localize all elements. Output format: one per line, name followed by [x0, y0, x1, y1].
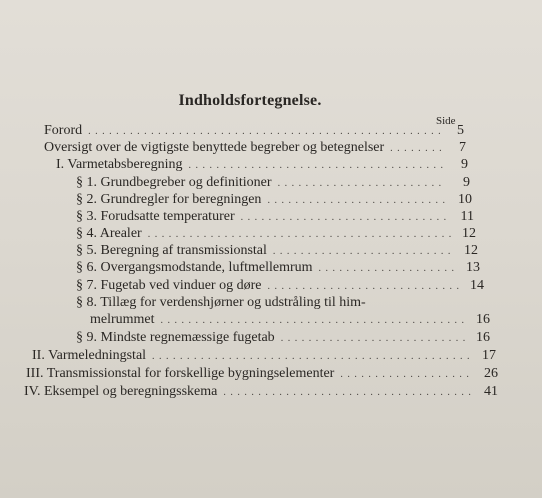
toc-entry-section-4 — [76, 226, 476, 242]
toc-entry-text: II. Varmeledningstal — [32, 348, 147, 363]
toc-entry-section-1 — [76, 175, 470, 191]
toc-leader — [278, 176, 446, 190]
toc-entry-page: 14 — [470, 278, 484, 293]
toc-entry-page: 10 — [458, 192, 472, 207]
toc-entry-page: 12 — [464, 243, 478, 258]
toc-entry-text: § 5. Beregning af transmissionstal — [76, 243, 267, 258]
toc-entry-section-5 — [76, 243, 478, 259]
toc-entry-section-7 — [76, 278, 484, 294]
toc-leader — [188, 158, 444, 172]
toc-leader — [319, 261, 456, 275]
toc-entry-page: 16 — [476, 330, 490, 345]
toc-entry-text: § 7. Fugetab ved vinduer og døre — [76, 278, 262, 293]
toc-entry-page: 5 — [457, 123, 464, 138]
toc-entry-page: 11 — [460, 209, 474, 224]
toc-leader — [267, 193, 448, 207]
side-column-label: Side — [436, 115, 456, 127]
toc-entry-chapter-4 — [24, 384, 498, 400]
toc-entry-text: Forord — [44, 123, 83, 138]
toc-leader — [340, 367, 474, 381]
toc-entry-page: 9 — [461, 157, 468, 172]
toc-entry-section-8-line-1: § 8. Tillæg for verdenshjørner og udstråling til him- — [76, 295, 366, 310]
toc-leader — [152, 349, 472, 363]
toc-leader — [267, 279, 460, 293]
toc-entry-page: 7 — [459, 140, 466, 155]
toc-leader — [148, 227, 452, 241]
toc-entry-text: Oversigt over de vigtigste benyttede begreber og betegnelser — [44, 140, 385, 155]
toc-leader — [223, 385, 474, 399]
toc-entry-section-6 — [76, 260, 480, 276]
toc-leader — [281, 331, 466, 345]
toc-entry-text: melrummet — [90, 312, 155, 327]
toc-entry-chapter-3 — [26, 366, 498, 382]
toc-entry-page: 13 — [466, 260, 480, 275]
toc-entry-chapter-1 — [56, 157, 468, 173]
toc-entry-section-9 — [76, 330, 490, 346]
toc-entry-section-8-line-2 — [90, 312, 490, 328]
toc-entry-text: III. Transmissionstal for forskellige bygningselementer — [26, 366, 335, 381]
toc-entry-page: 17 — [482, 348, 496, 363]
toc-entry-page: 26 — [484, 366, 498, 381]
toc-entry-text: § 1. Grundbegreber og definitioner — [76, 175, 272, 190]
toc-entry-page: 41 — [484, 384, 498, 399]
toc-entry-page: 9 — [463, 175, 470, 190]
toc-leader — [273, 244, 454, 258]
toc-entry-section-3 — [76, 209, 474, 225]
toc-entry-text: § 3. Forudsatte temperaturer — [76, 209, 235, 224]
toc-entry-page: 16 — [476, 312, 490, 327]
toc-entry-text: § 9. Mindste regnemæssige fugetab — [76, 330, 275, 345]
toc-entry-section-2 — [76, 192, 472, 208]
toc-leader — [241, 210, 450, 224]
toc-entry-chapter-2 — [32, 348, 496, 364]
toc-leader — [390, 141, 442, 155]
toc-leader — [161, 313, 466, 327]
toc-entry-text: § 2. Grundregler for beregningen — [76, 192, 262, 207]
toc-entry-page: 12 — [462, 226, 476, 241]
toc-entry-oversigt — [44, 140, 466, 156]
toc-entry-text: IV. Eksempel og beregningsskema — [24, 384, 218, 399]
toc-title: Indholdsfortegnelse. — [178, 92, 322, 109]
toc-entry-text: § 6. Overgangsmodstande, luftmellemrum — [76, 260, 313, 275]
toc-entry-forord — [44, 123, 464, 139]
toc-leader — [88, 124, 440, 138]
toc-entry-text: I. Varmetabsberegning — [56, 157, 183, 172]
toc-entry-text: § 4. Arealer — [76, 226, 142, 241]
